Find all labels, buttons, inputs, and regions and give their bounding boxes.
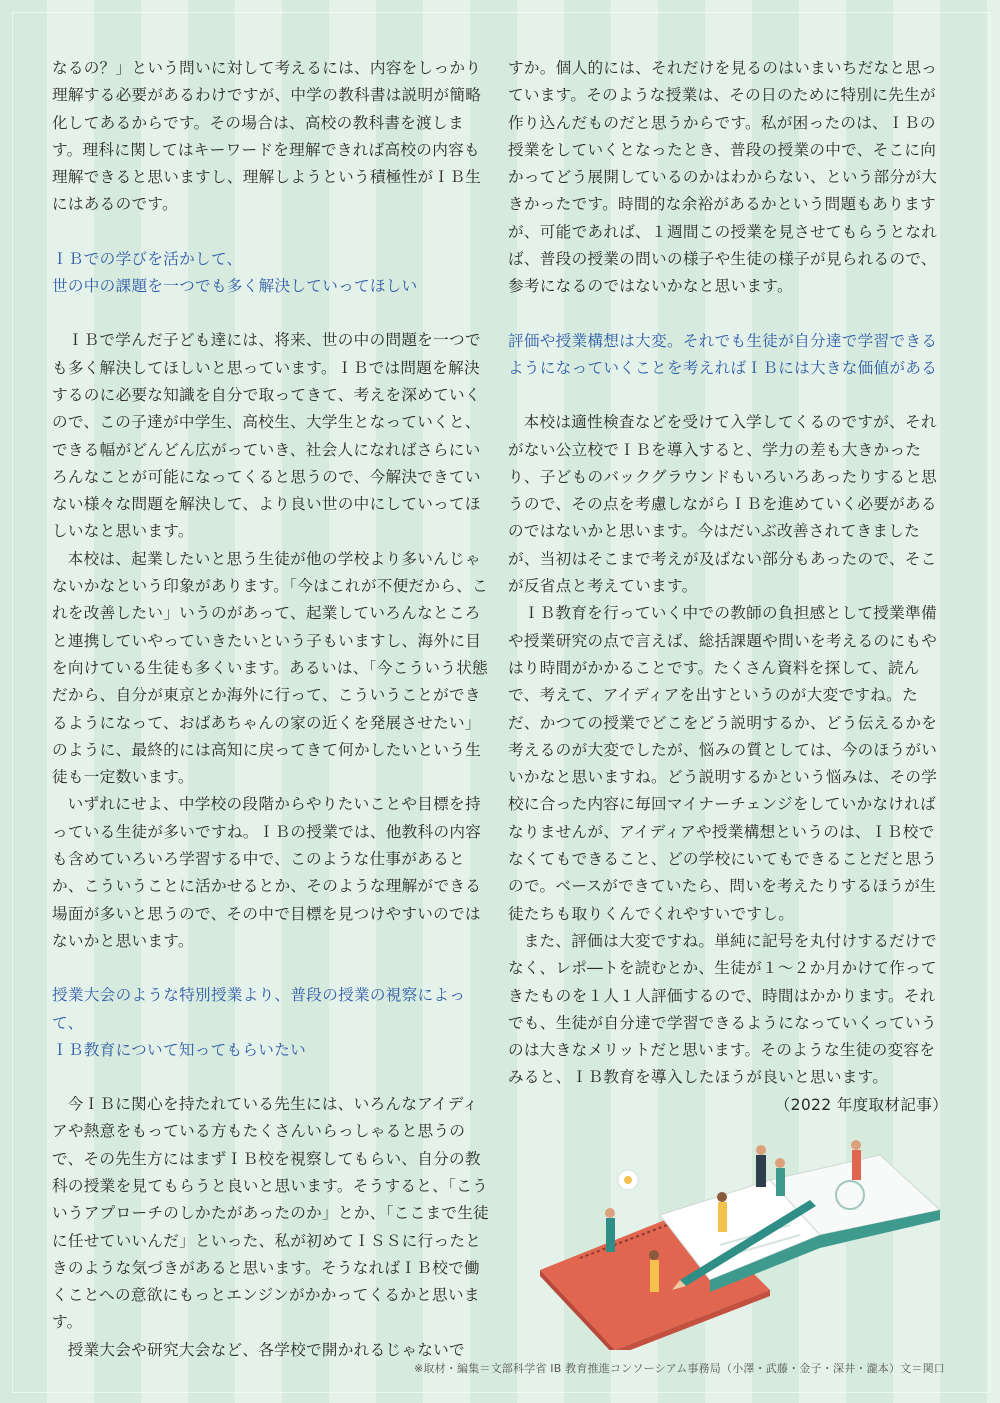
heading-line: ようになっていくことを考えればＩＢには大きな価値がある xyxy=(508,358,938,377)
heading-line: ＩＢ教育について知ってもらいたい xyxy=(52,1040,306,1059)
left-column xyxy=(52,55,492,1364)
books-people-illustration xyxy=(520,1140,950,1350)
heading-line: ＩＢでの学びを活かして、 xyxy=(52,249,243,268)
right-paragraph-1: すか。個人的には、それだけを見るのはいまいちだなと思っています。そのような授業は、その日のために特別に先生が作り込んだものだと思うからです。私が困ったのは、ＩＢの授業をしていくとなったとき、普段の授業の中で、そこに向かってどう展開しているのかはわからない、という部分が大きかったです。時間的な余裕があるかという問題もありますが、可能であれば、１週間この授業を見させてもらうとなれば、普段の授業の問いの様子や生徒の様子が見られるので、参考になるのではないかなと思います。 xyxy=(508,59,938,296)
article-credit: （2022 年度取材記事） xyxy=(774,1095,948,1114)
left-paragraph-2: ＩＢで学んだ子ども達には、将来、世の中の問題を一つでも多く解決してほしいと思っています。ＩＢでは問題を解決するのに必要な知識を自分で取ってきて、考えを深めていくので、この子達が中学生、高校生、大学生となっていくと、できる幅がどんどん広がっていき、社会人になればさらにいろんなことが可能になってくると思うので、今解決できていない様々な問題を解決して、より良い世の中にしていってほしいなと思います。 xyxy=(52,331,481,541)
section-heading-learning xyxy=(52,246,492,301)
left-paragraph-3: 本校は、起業したいと思う生徒が他の学校より多いんじゃないかなという印象があります。「今はこれが不便だから、これを改善したい」いうのがあって、起業していろんなところと連携していやっていきたいという子もいますし、海外に目を向けている生徒も多くいます。あるいは、「今こういう状態だから、自分が東京とか海外に行って、こういうことができるようになって、おばあちゃんの家の近くを発展させたい」のように、最終的には高知に戻ってきて何かしたいという生徒も一定数います。 xyxy=(52,549,488,787)
heading-line: 評価や授業構想は大変。それでも生徒が自分達で学習できる xyxy=(508,331,938,350)
right-paragraph-2: 本校は適性検査などを受けて入学してくるのですが、それがない公立校でＩＢを導入すると、学力の差も大きかったり、子どものバックグラウンドもいろいろあったりすると思うので、その点を考慮しながらＩＢを進めていく必要があるのではないかと思います。今はだいぶ改善されてきましたが、当初はそこまで考えが及ばない部分もあったので、そこが反省点と考えています。 xyxy=(508,413,937,596)
section-heading-observation xyxy=(52,982,492,1064)
left-paragraph-5: 今ＩＢに関心を持たれている先生には、いろんなアイディアや熱意をもっている方もたくさんいらっしゃると思うので、その先生方にはまずＩＢ校を視察してもらい、自分の教科の授業を見てもらうと良いと思います。そうすると、「こういうアプローチのしかたがあったのか」とか、「ここまで生徒に任せていいんだ」といった、私が初めてＩＳＳに行ったときのような気づきがあると思います。そうなればＩＢ校で働くことへの意欲にもっとエンジンがかかってくるかと思います。 xyxy=(52,1095,490,1332)
section-heading-evaluation xyxy=(508,328,948,383)
left-paragraph-6: 授業大会や研究大会など、各学校で開かれるじゃないで xyxy=(67,1340,465,1359)
left-paragraph-1: なるの？」という問いに対して考えるには、内容をしっかり理解する必要があるわけですが、中学の教科書は説明が簡略化してあるからです。その場合は、高校の教科書を渡します。理科に関してはキーワードを理解できれば高校の内容も理解できると思いますし、理解しようという積極性がＩＢ生にはあるのです。 xyxy=(52,59,482,214)
right-column xyxy=(508,55,948,1119)
left-paragraph-4: いずれにせよ、中学校の段階からやりたいことや目標を持っている生徒が多いですね。ＩＢの授業では、他教科の内容も含めていろいろ学習する中で、このような仕事があるとか、こういうことに活かせるとか、そのような理解ができる場面が多いと思うので、その中で目標を見つけやすいのではないかと思います。 xyxy=(52,795,482,950)
right-paragraph-4: また、評価は大変ですね。単純に記号を丸付けするだけでなく、レポ―トを読むとか、生徒が１〜２か月かけて作ってきたものを１人１人評価するので、時間はかかります。それでも、生徒が自分達で学習できるようになっていくっていうのは大きなメリットだと思います。そのような生徒の変容をみると、ＩＢ教育を導入したほうが良いと思います。 xyxy=(508,931,937,1087)
heading-line: 授業大会のような特別授業より、普段の授業の視察によって、 xyxy=(52,986,466,1032)
right-paragraph-3: ＩＢ教育を行っていく中での教師の負担感として授業準備や授業研究の点で言えば、総括課題や問いを考えるのにもやはり時間がかかることです。たくさん資料を探して、読んで、考えて、アイディアを出すというのが大変ですね。ただ、かつての授業でどこをどう説明するか、どう伝えるかを考えるのが大変でしたが、悩みの質としては、今のほうがいいかなと思いますね。どう説明するかという悩みは、その学校に合った内容に毎回マイナーチェンジをしていかなければなりませんが、アイディアや授業構想というのは、ＩＢ校でなくてもできること、どの学校にいてもできることだと思うので。ベースができていたら、問いを考えたりするほうが生徒たちも取りくんでくれやすいですし。 xyxy=(508,604,938,923)
heading-line: 世の中の課題を一つでも多く解決していってほしい xyxy=(52,277,418,296)
footer-credit: ※取材・編集＝文部科学省 IB 教育推進コンソーシアム事務局（小澤・武藤・金子・深井・瀧本）文＝関口 xyxy=(413,1362,945,1375)
